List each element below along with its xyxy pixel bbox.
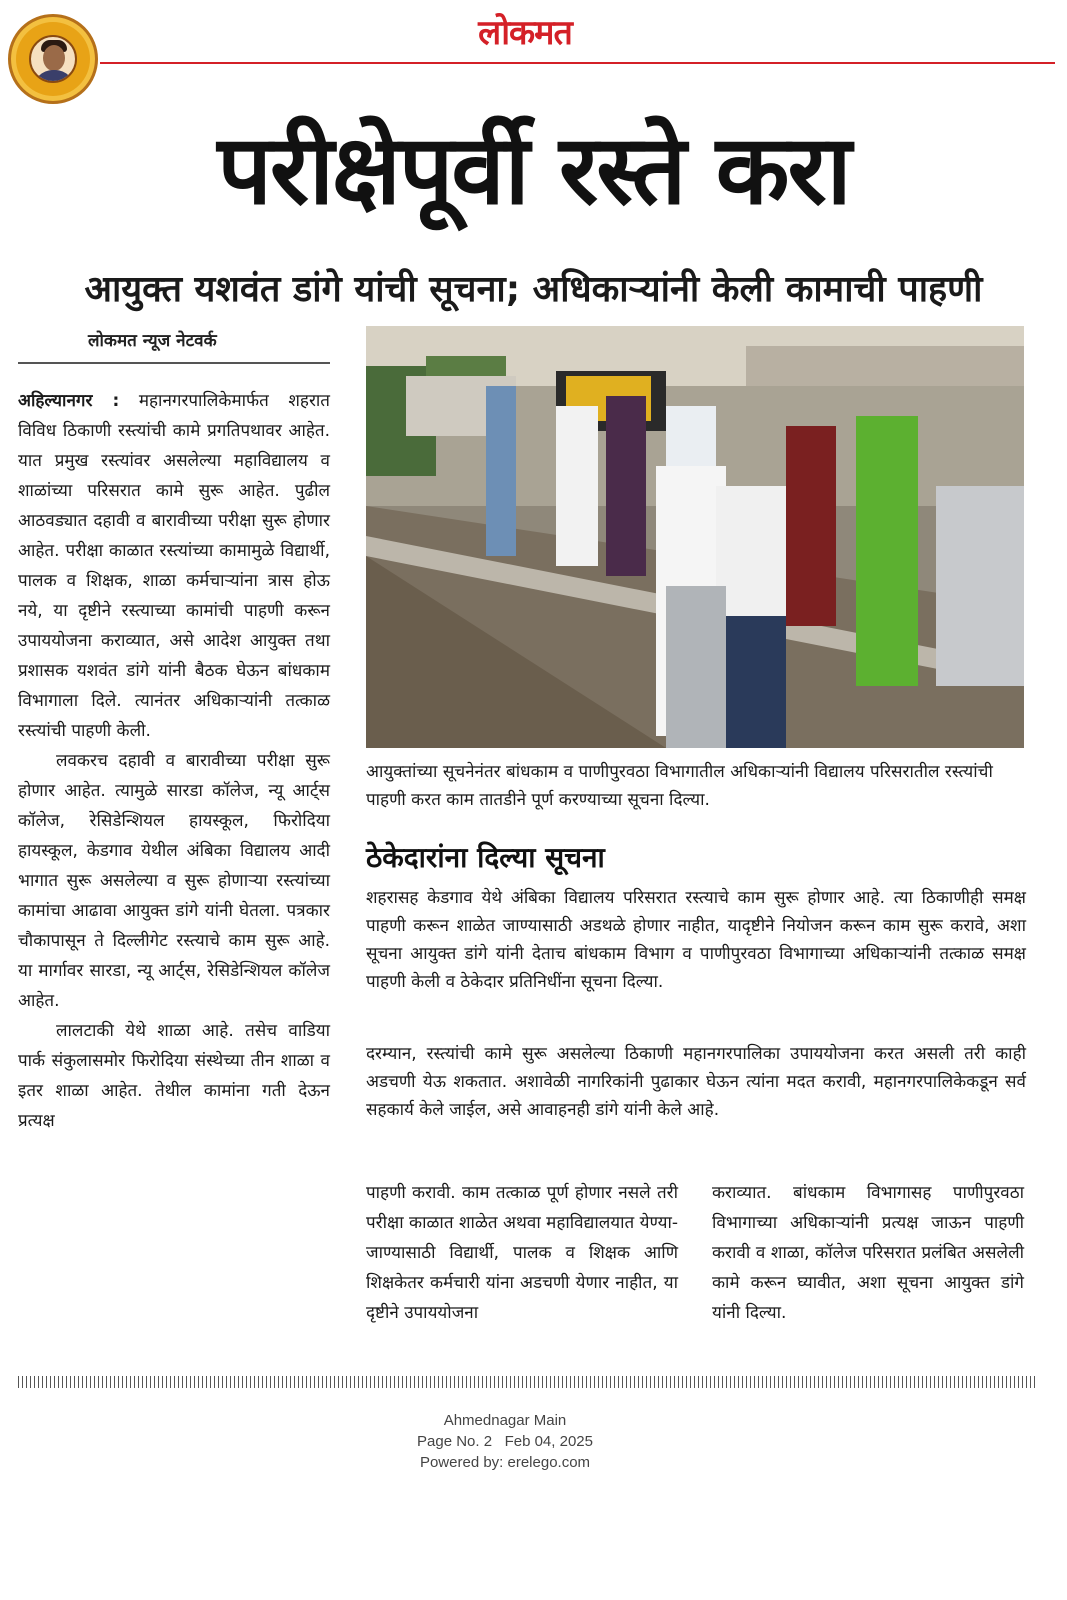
masthead <box>0 0 1067 70</box>
article-column-4 <box>712 1178 1024 1328</box>
profile-badge-icon <box>8 14 98 104</box>
page-footer <box>340 1410 670 1473</box>
byline-divider <box>18 362 330 364</box>
paragraph: दरम्यान, रस्त्यांची कामे सुरू असलेल्या ठिकाणी महानगरपालिका उपाययोजना करत असली तरी काही अडचणी येऊ शकतात. अशावेळी नागरिकांनी पुढाकार घेऊन त्यांना मदत करावी, महानगरपालिकेकडून सर्व सहकार्य केले जाईल, असे आवाहनही डांगे यांनी केले आहे. <box>366 1044 1026 1120</box>
page-info <box>340 1431 670 1452</box>
article-column-1 <box>18 386 330 1136</box>
paragraph: कराव्यात. बांधकाम विभागासह पाणीपुरवठा विभागाच्या अधिकाऱ्यांनी प्रत्यक्ष जाऊन पाहणी करावी व शाळा, कॉलेज परिसरात प्रलंबित असलेली कामे करून घ्यावीत, अशा सूचना आयुक्त डांगे यांनी दिल्या. <box>712 1183 1024 1323</box>
headline: परीक्षेपूर्वी रस्ते करा <box>217 114 850 226</box>
photo-caption: आयुक्तांच्या सूचनेनंतर बांधकाम व पाणीपुरवठा विभागातील अधिकाऱ्यांनी विद्यालय परिसरातील रस्त्यांची पाहणी करत काम तातडीने पूर्ण करण्याच्या सूचना दिल्या. <box>366 762 993 810</box>
paragraph: लवकरच दहावी व बारावीच्या परीक्षा सुरू होणार आहेत. त्यामुळे सारडा कॉलेज, न्यू आर्ट्स कॉलेज, रेसिडेन्शियल हायस्कूल, फिरोदिया हायस्कूल, केडगाव येथील अंबिका विद्यालय आदी भागात सुरू असलेल्या व सुरू होणाऱ्या रस्त्यांच्या कामांचा आढावा आयुक्त डांगे यांनी घेतला. पत्रकार चौकापासून ते दिल्लीगेट रस्त्याचे काम सुरू आहे. या मार्गावर सारडा, न्यू आर्ट्स, रेसिडेन्शियल कॉलेज आहेत. <box>18 751 330 1011</box>
paragraph: पाहणी करावी. काम तत्काळ पूर्ण होणार नसले तरी परीक्षा काळात शाळेत अथवा महाविद्यालयात येण्या-जाण्यासाठी विद्यार्थी, पालक व शिक्षक आणि शिक्षकेतर कर्मचारी यांना अडचणी येणार नाहीत, या दृष्टीने उपाययोजना <box>366 1183 678 1323</box>
paragraph: शहरासह केडगाव येथे अंबिका विद्यालय परिसरात रस्त्याचे काम सुरू होणार आहे. त्या ठिकाणीही समक्ष पाहणी करून शाळेत जाण्यासाठी अडथळे होणार नाहीत, यादृष्टीने नियोजन करून काम सुरू करावे, अशा सूचना आयुक्त डांगे यांनी देताच बांधकाम विभाग व पाणीपुरवठा विभागाच्या अधिकाऱ्यांनी तत्काळ समक्ष पाहणी केली व ठेकेदार प्रतिनिधींना सूचना दिल्या. <box>366 888 1026 992</box>
subheadline: आयुक्त यशवंत डांगे यांची सूचना; अधिकाऱ्यांनी केली कामाची पाहणी <box>84 269 983 310</box>
newspaper-logo: लोकमत <box>478 13 572 53</box>
page-number: Page No. 2 <box>417 1433 493 1450</box>
masthead-rule <box>100 62 1055 64</box>
news-photo <box>366 326 1024 748</box>
dateline: अहिल्यानगर : <box>18 391 120 411</box>
edition-name: Ahmednagar Main <box>443 1412 567 1429</box>
powered-by-link[interactable]: Powered by: erelego.com <box>419 1454 591 1471</box>
issue-date: Feb 04, 2025 <box>504 1433 593 1450</box>
article-column-3 <box>366 1178 678 1328</box>
page-divider <box>18 1376 1038 1388</box>
avatar <box>29 35 77 83</box>
section-subheading: ठेकेदारांना दिल्या सूचना <box>366 841 605 874</box>
paragraph: अहिल्यानगर : महानगरपालिकेमार्फत शहरात विविध ठिकाणी रस्त्यांची कामे प्रगतिपथावर आहेत. यात प्रमुख रस्त्यांवर असलेल्या महाविद्यालय व शाळांच्या परिसरात कामे सुरू आहेत. पुढील आठवड्यात दहावी व बारावीच्या परीक्षा सुरू होणार आहेत. परीक्षा काळात रस्त्यांच्या कामामुळे विद्यार्थी, पालक व शिक्षक, शाळा कर्मचाऱ्यांना त्रास होऊ नये, या दृष्टीने रस्त्याच्या कामांची पाहणी करून उपाययोजना कराव्यात, असे आदेश आयुक्त तथा प्रशासक यशवंत डांगे यांनी बैठक घेऊन बांधकाम विभागाला दिले. त्यानंतर अधिकाऱ्यांनी तत्काळ रस्त्यांची पाहणी केली. <box>18 391 330 741</box>
byline: लोकमत न्यूज नेटवर्क <box>88 331 217 351</box>
paragraph: लालटाकी येथे शाळा आहे. तसेच वाडिया पार्क संकुलासमोर फिरोदिया संस्थेच्या तीन शाळा व इतर शाळा आहेत. तेथील कामांना गती देऊन प्रत्यक्ष <box>18 1021 330 1131</box>
